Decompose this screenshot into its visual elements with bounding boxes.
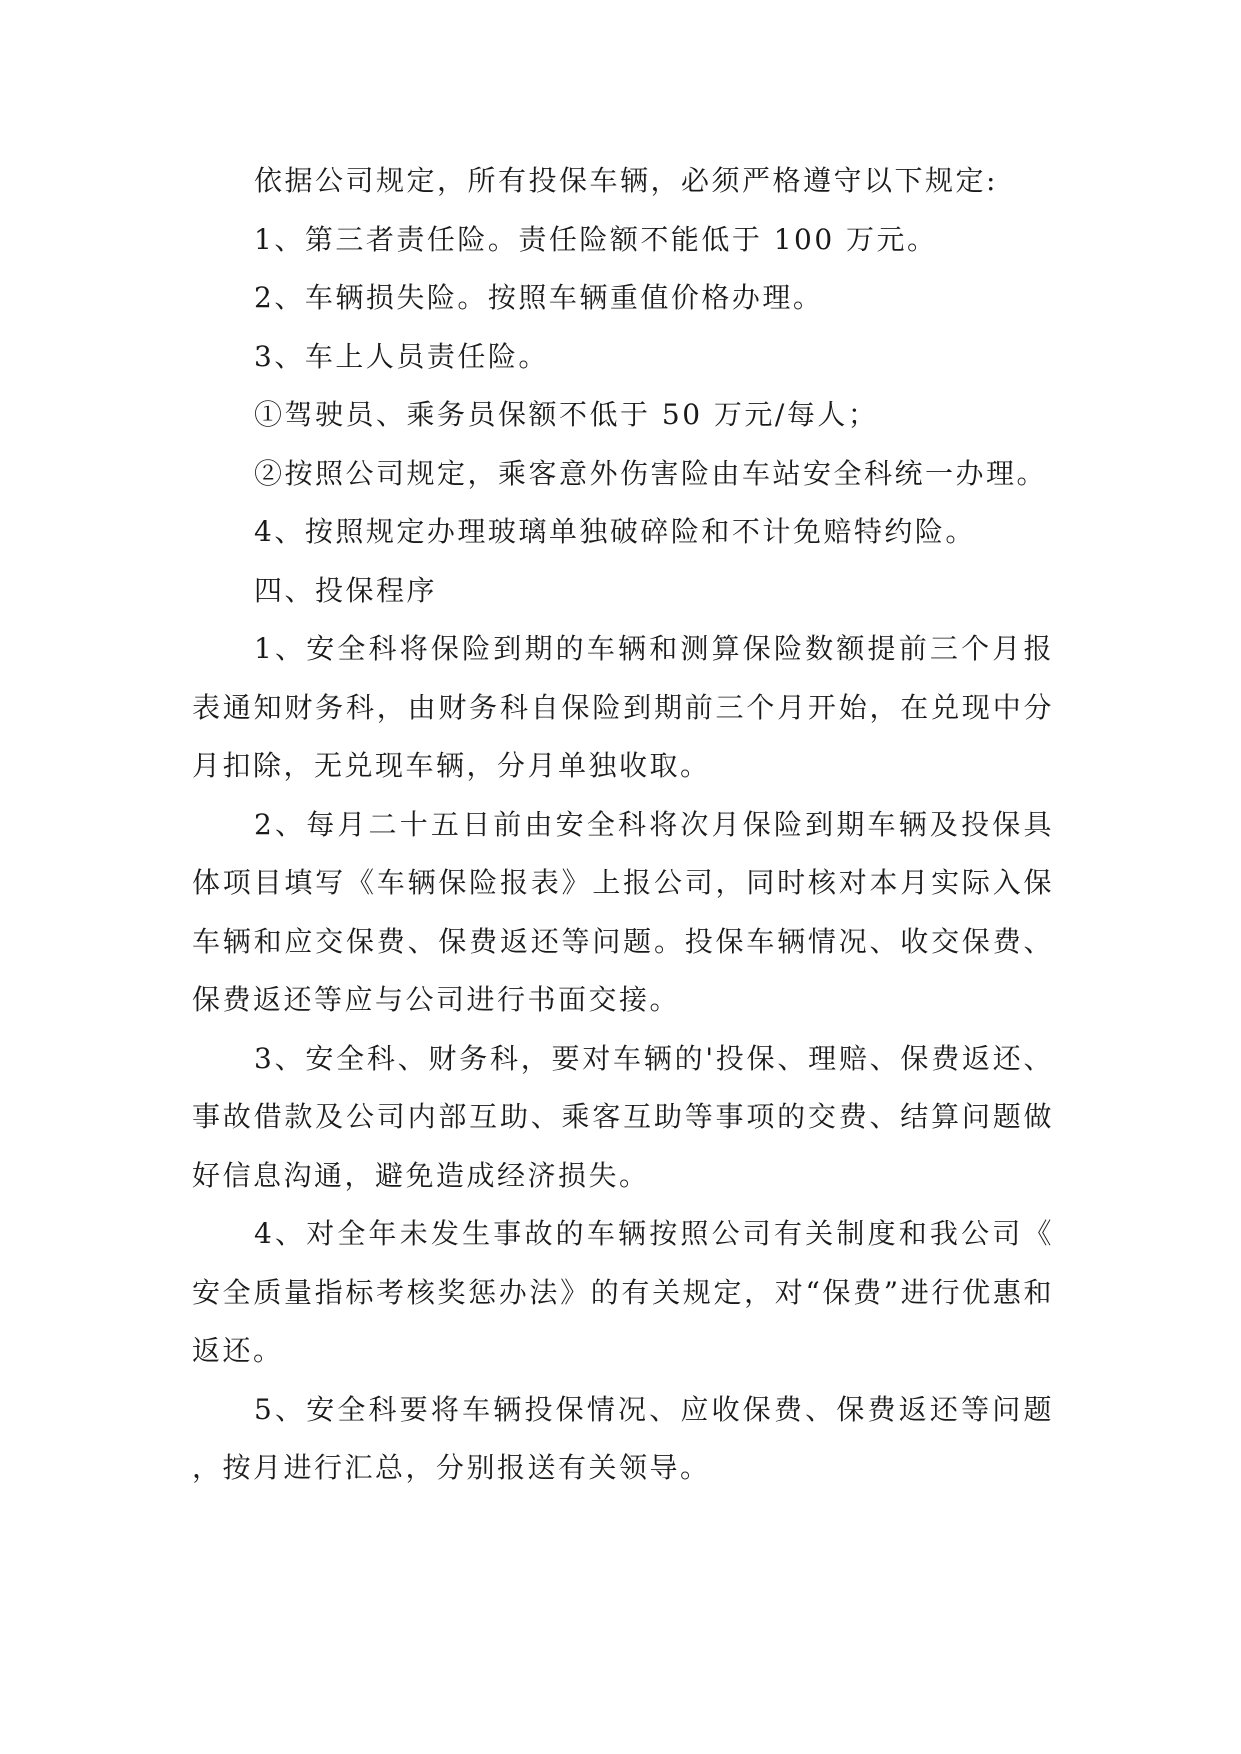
procedure-item-1: 1、安全科将保险到期的车辆和测算保险数额提前三个月报表通知财务科，由财务科自保险到期前三个月开始，在兑现中分月扣除，无兑现车辆，分月单独收取。 [192,632,1054,782]
document-body [192,152,1054,1498]
procedure-item-3: 3、安全科、财务科，要对车辆的'投保、理赔、保费返还、事故借款及公司内部互助、乘客互助等事项的交费、结算问题做好信息沟通，避免造成经济损失。 [192,1041,1054,1192]
procedure-item-4: 4、对全年未发生事故的车辆按照公司有关制度和我公司《安全质量指标考核奖惩办法》的有关规定，对“保费”进行优惠和返还。 [192,1217,1054,1367]
rule-item-2: 2、车辆损失险。按照车辆重值价格办理。 [254,281,824,314]
section-heading: 四、投保程序 [254,573,438,607]
rule-item-3-sub-1: ①驾驶员、乘务员保额不低于 50 万元/每人； [254,398,879,431]
rule-item-3-sub-2: ②按照公司规定，乘客意外伤害险由车站安全科统一办理。 [254,456,1048,490]
rule-item-1: 1、第三者责任险。责任险额不能低于 100 万元。 [254,222,938,256]
rule-item-4: 4、按照规定办理玻璃单独破碎险和不计免赔特约险。 [254,515,976,548]
procedure-item-5: 5、安全科要将车辆投保情况、应收保费、保费返还等问题，按月进行汇总，分别报送有关领导。 [192,1392,1054,1484]
rule-item-3: 3、车上人员责任险。 [254,339,549,373]
intro-paragraph: 依据公司规定，所有投保车辆，必须严格遵守以下规定: [254,164,998,197]
procedure-item-2: 2、每月二十五日前由安全科将次月保险到期车辆及投保具体项目填写《车辆保险报表》上报公司，同时核对本月实际入保车辆和应交保费、保费返还等问题。投保车辆情况、收交保费、保费返还等应与公司进行书面交接。 [192,807,1054,1016]
